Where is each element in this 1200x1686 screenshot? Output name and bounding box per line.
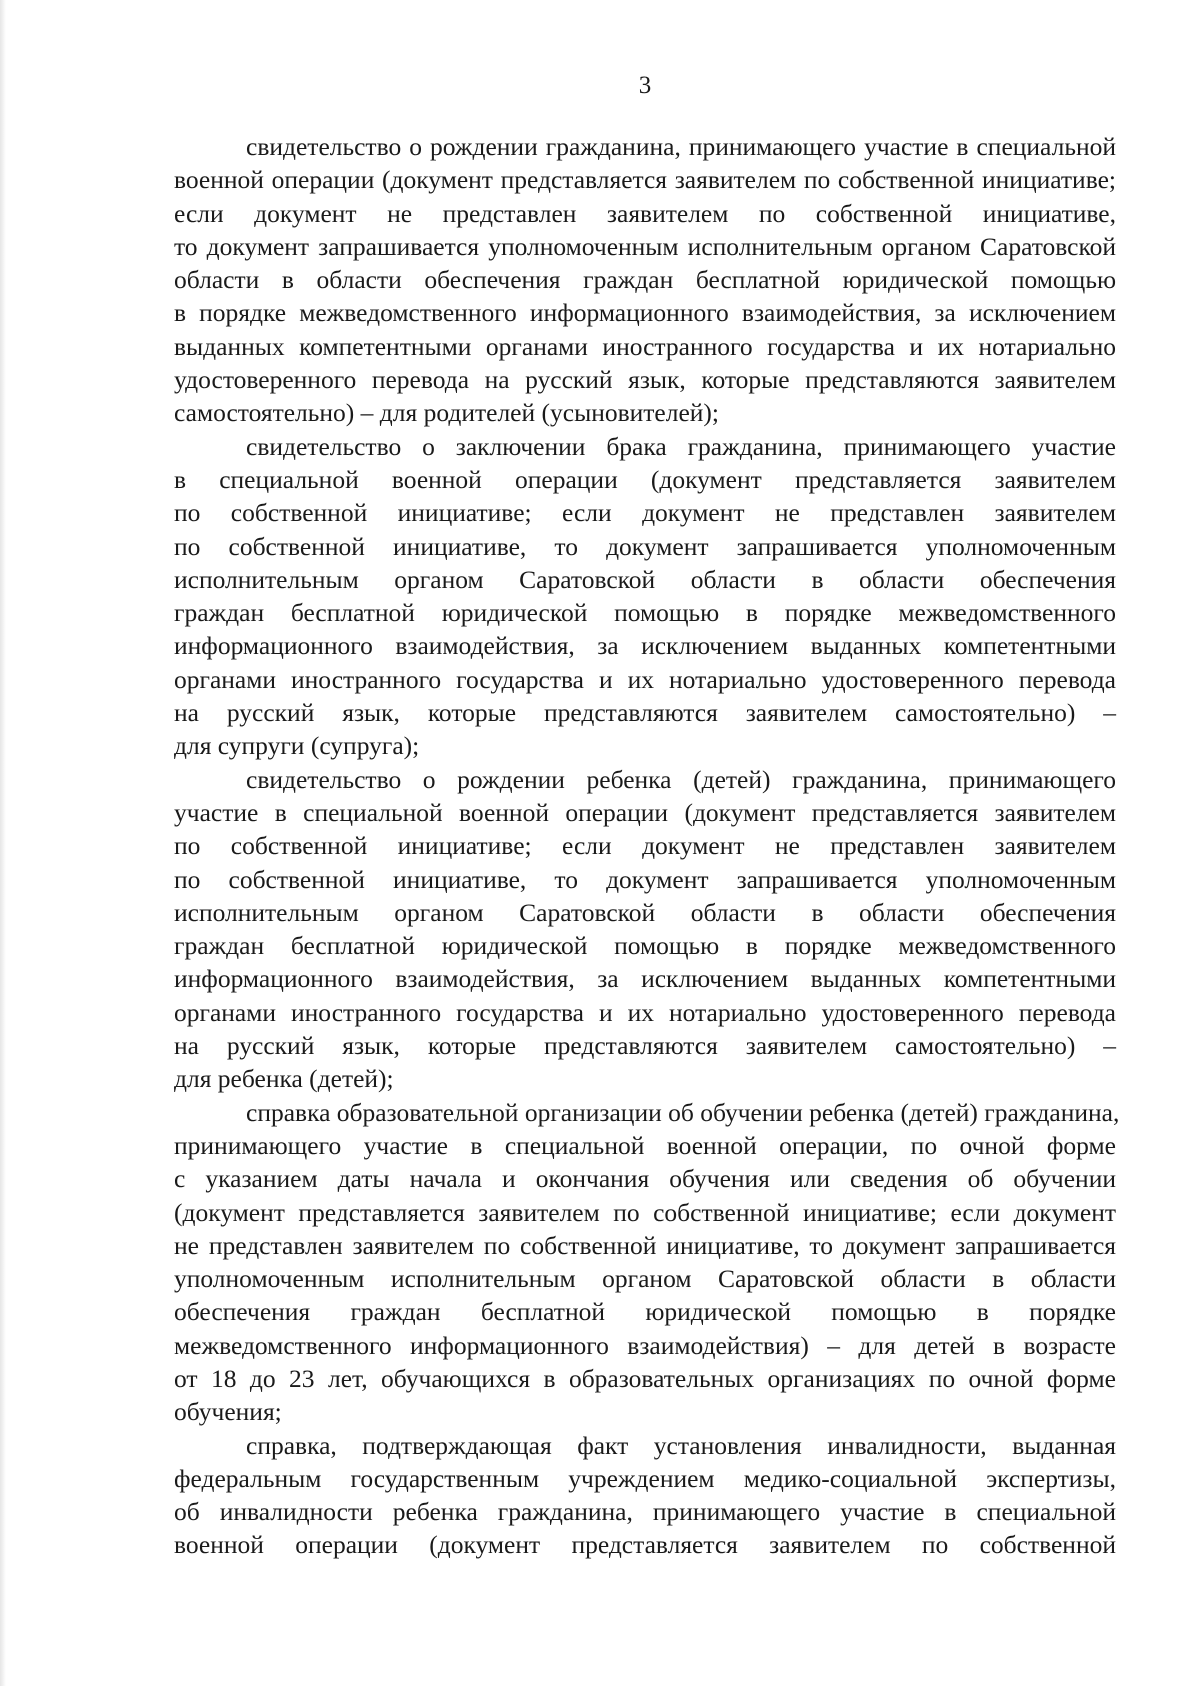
text-line: информационного взаимодействия, за исключением выданных компетентными xyxy=(174,631,1116,661)
text-line: не представлен заявителем по собственной инициативе, то документ запрашивается xyxy=(174,1230,1116,1260)
text-line: от 18 до 23 лет, обучающихся в образовательных организациях по очной форме xyxy=(174,1363,1116,1393)
text-line: по собственной инициативе; если документ не представлен заявителем xyxy=(174,831,1116,861)
text-line: информационного взаимодействия, за исключением выданных компетентными xyxy=(174,964,1116,994)
text-line: удостоверенного перевода на русский язык, которые представляются заявителем xyxy=(174,365,1116,395)
text-line: органами иностранного государства и их нотариально удостоверенного перевода xyxy=(174,997,1116,1027)
text-line: по собственной инициативе, то документ запрашивается уполномоченным xyxy=(174,864,1116,894)
text-line: в порядке межведомственного информационного взаимодействия, за исключением xyxy=(174,298,1116,328)
text-line: обучения; xyxy=(174,1397,282,1427)
text-line: обеспечения граждан бесплатной юридической помощью в порядке xyxy=(174,1297,1116,1327)
page-number: 3 xyxy=(638,72,652,99)
text-line: органами иностранного государства и их нотариально удостоверенного перевода xyxy=(174,664,1116,694)
paragraph xyxy=(174,763,1116,1096)
text-line: свидетельство о рождении гражданина, принимающего участие в специальной xyxy=(246,132,1116,161)
text-line: на русский язык, которые представляются заявителем самостоятельно) – xyxy=(174,698,1116,728)
text-line: справка, подтверждающая факт установления инвалидности, выданная xyxy=(246,1430,1116,1460)
text-line: военной операции (документ представляется заявителем по собственной xyxy=(174,1530,1116,1560)
paragraph xyxy=(174,1429,1116,1562)
paragraph xyxy=(174,130,1116,430)
text-line: свидетельство о заключении брака гражданина, принимающего участие xyxy=(246,431,1116,461)
text-line: межведомственного информационного взаимодействия) – для детей в возрасте xyxy=(174,1330,1116,1360)
paragraph xyxy=(174,430,1116,763)
text-line: области в области обеспечения граждан бесплатной юридической помощью xyxy=(174,265,1116,295)
text-line: об инвалидности ребенка гражданина, принимающего участие в специальной xyxy=(174,1497,1116,1527)
text-line: граждан бесплатной юридической помощью в порядке межведомственного xyxy=(174,931,1116,961)
text-line: свидетельство о рождении ребенка (детей) гражданина, принимающего xyxy=(246,764,1116,794)
text-line: федеральным государственным учреждением медико-социальной экспертизы, xyxy=(174,1463,1116,1493)
text-line: (документ представляется заявителем по собственной инициативе; если документ xyxy=(174,1197,1116,1227)
text-line: военной операции (документ представляется заявителем по собственной инициативе; xyxy=(174,165,1116,195)
text-line: то документ запрашивается уполномоченным исполнительным органом Саратовской xyxy=(174,231,1116,261)
text-line: уполномоченным исполнительным органом Саратовской области в области xyxy=(174,1264,1116,1294)
paragraph xyxy=(174,1096,1120,1429)
text-line: принимающего участие в специальной военной операции, по очной форме xyxy=(174,1130,1116,1160)
text-line: справка образовательной организации об обучении ребенка (детей) гражданина, xyxy=(246,1097,1120,1127)
text-line: для ребенка (детей); xyxy=(174,1064,394,1094)
text-line: на русский язык, которые представляются заявителем самостоятельно) – xyxy=(174,1031,1116,1061)
text-line: для супруги (супруга); xyxy=(174,731,420,761)
text-line: выданных компетентными органами иностранного государства и их нотариально xyxy=(174,331,1116,361)
text-line: с указанием даты начала и окончания обучения или сведения об обучении xyxy=(174,1164,1116,1194)
text-line: самостоятельно) – для родителей (усыновителей); xyxy=(174,398,720,428)
scan-edge xyxy=(0,0,6,1686)
text-line: участие в специальной военной операции (документ представляется заявителем xyxy=(174,797,1116,827)
text-line: исполнительным органом Саратовской области в области обеспечения xyxy=(174,564,1116,594)
text-line: если документ не представлен заявителем по собственной инициативе, xyxy=(174,198,1116,228)
text-line: граждан бесплатной юридической помощью в порядке межведомственного xyxy=(174,598,1116,628)
text-line: в специальной военной операции (документ представляется заявителем xyxy=(174,464,1116,494)
document-body xyxy=(174,130,1120,1562)
text-line: по собственной инициативе; если документ не представлен заявителем xyxy=(174,498,1116,528)
text-line: по собственной инициативе, то документ запрашивается уполномоченным xyxy=(174,531,1116,561)
text-line: исполнительным органом Саратовской области в области обеспечения xyxy=(174,897,1116,927)
